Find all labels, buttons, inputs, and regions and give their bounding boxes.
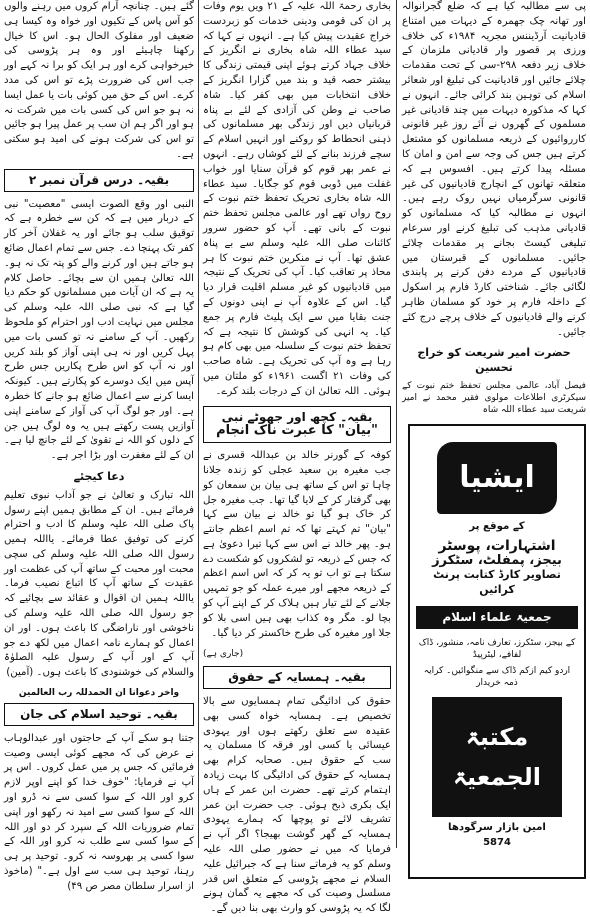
continued-note: (جاری ہے): [203, 649, 244, 660]
ad-line: کے موقع پر: [469, 520, 525, 532]
ad-logo: ایشیا: [437, 442, 557, 514]
column-divider: [396, 0, 397, 848]
section-heading: بقیہ۔ کچھ اور جھوٹے نبی: [221, 409, 373, 424]
article-text: کوفہ کے گورنر خالد بن عبداللہ قسری نے جب مغیرہ بن سعید عجلی کو زندہ جلانا چاہا تو اس کے ساتھ ہی بیان بن سمعان کو بھی گرفتار کر کے لایا گیا تھا۔ جب مغیرہ جل کر خاک ہو گیا تو خالد نے بیان سے کہا "بیان" تم کہتے تھا کہ تم اسم اعظم جانتے ہو۔ پھر خالد نے اس سے کہا تیرا دعویٰ ہے کہ جس کے ذریعہ تو لشکروں کو شکست دے سکتا ہے تو اب تو یہ کر کہ اس اسم اعظم کے ذریعہ مجھے اور میرے عملہ کو جو تمہیں جلانے کے لئے تیار ہیں ہلاک کر کے اپنے آپ کو بچا لو۔ مگر وہ کذاب بھی ہیں اسی بلا کو جلا اور مغیرہ کی طرح خاکستر کر دیا گیا۔: [203, 450, 391, 639]
ad-phone: 5874: [483, 836, 511, 848]
ad-line: اردو کیم ازکم ڈاک سے منگوائیں۔ کرایہ ذمہ خریدار: [423, 665, 571, 688]
ad-publisher-name: مکتبۃ الجمعیۃ: [432, 697, 562, 817]
middle-column: [203, 0, 391, 915]
tribute-heading: حضرت امیر شریعت کو خراج تحسین: [417, 346, 571, 375]
section-heading: بقیہ۔ ہمسایہ کے حقوق: [203, 666, 391, 689]
ad-line: کے بیجز، سٹکرز، تعارف نامہ، منشور، ڈاک لفافے، لیٹرپیڈ: [418, 637, 576, 660]
ad-line: بیجز، پمفلٹ، سٹکرز: [432, 552, 562, 568]
article-text: گئے ہیں۔ چنانچہ آرام کروں میں رہنے والوں کو آس پاس کے تکیوں اور خواہ وہ کیسا ہی ضعیف اور مفلوک الحال ہو۔ اس کا خیال رکھنا چاہیئے اور وہ ہر پڑوسی کی خیرخواہی کرے اور ہر ایک کو برا نہ کہے اور جب اس کی ضرورت پڑے تو اس کی مدد کرے۔ اس کے حق میں کوئی بات یا عمل ایسا نہ ہو جو اس کی کسی بات میں شرکت نہ ہو اور اگر ہم ان سب پر عمل پیرا ہو جائیں تو اس کی شرکت ہونے کی امید ہو سکتی ہے۔: [4, 1, 194, 160]
section-heading-box: [203, 406, 391, 444]
news-article-text: پی سے مطالبہ کیا ہے کہ ضلع گجرانوالہ اور تھانہ چک جھمرہ کے دیہات میں امتناع قادیانیت آرڈیننس مجریہ ۱۹۸۴ء کی خلاف ورزی پر قصور وار قادیانی ملزمان کے خلاف زیر دفعہ ۲۹۸-سی کے تحت مقدمات چلائے جائیں اور قادیانیت کی تبلیغ اور شعائر اسلام کی توہین بند کرائی جائے۔ انہوں نے کہا کہ مذکورہ دیہات میں چند قادیانی غیر مسلموں کے گھروں نے آئے روز غیر قانونی کارروائیوں کے ذریعہ مسلمانوں کو مشتعل کرتے ہیں جس کی وجہ سے امن و امان کا مسئلہ پیدا کرتے ہیں۔ افسوس ہے کہ متعلقہ تھانوں کے انچارج قادیانیوں کی غیر قانونی سرگرمیاں نہیں روک رہے ہیں۔ انہوں نے مطالبہ کیا کہ مسلمانوں کو قادیانی مذہب کی تبلیغ کرنے اور سرعام تبلیغی کیسٹ بجانے پر مقدمات چلائے جائیں۔ مسلمانوں کے قبرستان میں قادیانیوں کے مردے دفن کرنے پر پابندی لگائی جائے۔ شناختی کارڈ فارم پر اسکول کے داخلہ فارم پر خود کو مسلمان ظاہر کرنے والے قادیانیوں کے خلاف پرچے درج کئے جائیں۔: [402, 1, 586, 338]
ad-address: امین بازار سرگودھا: [448, 821, 546, 833]
column-divider: [198, 0, 199, 848]
article-text: حقوق کی ادائیگی تمام ہمسایوں سے بالا تخصیص ہے۔ ہمسایہ خواہ کسی بھی عقیدہ سے تعلق رکھتے ہوں اور یہودی عیسائی یا کسی اور فرقہ کا مسلمان یہ سب کے حقوق ہیں۔ صحابہ کرام بھی ہمسایہ کے حقوق کی ادائیگی کا بہت زیادہ اہتمام کرتے تھے۔ حضرت ابن عمر کے ہاں ایک بکری ذبح ہوئی۔ جب حضرت ابن عمر تشریف لائے تو پوچھا کہ ہمارے یہودی ہمسایہ کے گھر گوشت بھیجا؟ اگر آپ نے فرمایا کہ میں نے حضور صلی اللہ علیہ وسلم کو یہ فرماتے سنا ہے کہ جبرائیل علیہ السلام نے مجھے پڑوسی کے متعلق اس قدر مسلسل وصیت کی کہ مجھے یہ گمان ہونے لگا کہ یہ پڑوسی کو وارث بھی بنا دیں گے۔: [203, 696, 391, 915]
section-heading: بقیہ۔ درس قرآن نمبر ۲: [4, 169, 194, 192]
ad-banner: جمعیۃ علماء اسلام: [416, 606, 578, 629]
section-subheading: "بیان" کا عبرت ناک انجام: [216, 423, 378, 439]
closing-line: واخر دعوانا ان الحمدللہ رب العالمین: [18, 688, 180, 699]
ad-line: اشتہارات، پوسٹر: [438, 537, 556, 554]
article-text: النبی اور وقع الصوت ایسی "معصیت" نبی کے دربار میں ہے کہ کن سے خطرہ ہے کہ توقیق سلب ہو جائے اور یہ غفلان آخر کار کفر تک پہنچا دے۔ جس سے تمام اعمال ضائع ہو جاتے ہیں اور کرنے والے کو پتہ تک نہ ہو۔ اللہ تعالیٰ ہمیں ان سے بچائے۔ حاصل کلام یہ ہے کہ ان آیات میں مسلمانوں کو حکم دیا گیا ہے کہ نبی صلی اللہ علیہ وسلم کی مجلس میں نہایت ادب اور احترام کو ملحوظ رکھیں۔ آپ کے سامنے نہ تو کسی بات میں پہل کریں اور نہ ہی اپنی آواز کو بلند کریں اور نہ آپ کو اس طرح پکاریں جس طرح آپس میں ایک دوسرے کو پکارتے ہیں۔ کیونکہ ایسا کرنے سے اعمال ضائع ہو جانے کا خطرہ ہے۔ اور جو لوگ آپ کی آواز کے سامنے اپنی آوازیں پست رکھتے ہیں یہ وہ لوگ ہیں جن کے دلوں کو اللہ نے تقویٰ کے لئے جانچ لیا ہے۔ ان کے لئے مغفرت اور بڑا اجر ہے۔: [4, 198, 194, 462]
right-column: [402, 0, 586, 848]
tribute-text: فیصل آباد، عالمی مجلس تحفظ ختم نبوت کے سیکرٹری اطلاعات مولوی فقیر محمد نے امیر شریعت سید عطاء اللہ شاہ: [402, 380, 586, 415]
left-column: [4, 0, 194, 892]
ad-line: تصاویر کارڈ کتابت پرنٹ کرائیں: [433, 568, 561, 597]
section-heading: بقیہ۔ توحید اسلام کی جان: [4, 703, 194, 726]
dua-heading: دعا کیجئے: [73, 469, 125, 483]
article-text: بخاری رحمۃ اللہ علیہ کے ۲۱ ویں یوم وفات پر ان کی قومی ودینی خدمات کو زبردست خراج عقیدت پیش کیا ہے۔ انہوں نے کہا کہ سید عطاء اللہ شاہ بخاری نے انگریز کے خلاف جہاد کرتے ہوئے اپنی قیمتی زندگی کا بیشتر حصہ قید و بند میں گزارا انگریز کے خلاف انتخابات میں بھی کفر کیا۔ شاہ صاحب نے وطن کی آزادی کے لئے بے پناہ قربانیاں دیں اور زندگی بھر مسلمانوں کی ذہنی انحطاط کو روکنے اور انہیں اسلام کے سچے فرزند بنانے کے لئے کوشاں رہے۔ انہوں نے عمر بھر قوم کو قرآن سنایا اور خواب غفلت میں ڈوبی قوم کو جگایا۔ سید عطاء اللہ شاہ بخاری تحریک تحفظ ختم نبوت کے روح رواں تھے اور عالمی مجلس تحفظ ختم نبوت کے بانی تھے۔ آپ کو حضور سرور کائنات صلی اللہ علیہ وسلم سے بے پناہ عشق تھا۔ آپ نے منکرین ختم نبوت کا ہر محاذ پر تعاقب کیا۔ آپ کی تحریک کے نتیجہ میں قادیانیوں کو غیر مسلم اقلیت قرار دیا گیا۔ اس کے علاوہ آپ نے اپنی دونوں کے جنت بقایا میں سے ایک پلیٹ فارم پر جمع کیا۔ یہ انہی کی کوشش کا نتیجہ ہے کہ تحفظ ختم نبوت کے سلسلہ میں بھی کام ہو رہا ہے وہ آپ کی تحریک ہے۔ شاہ صاحب کی وفات ۲۱ اگست ۱۹۶۱ء کو ملتان میں ہوئی۔ اللہ تعالیٰ ان کے درجات بلند کرے۔: [203, 1, 391, 397]
advertisement: [408, 424, 586, 879]
dua-text: اللہ تبارک و تعالیٰ نے جو آداب نبوی تعلیم فرمائے ہیں۔ ان کے مطابق ہمیں اپنے رسول پاک صلی اللہ علیہ وسلم کا ادب و احترام کرنے کی توفیق عطا فرمائے۔ یااللہ ہمیں رسول اللہ صلی اللہ علیہ وسلم کی سچی محبت اور محبت کے ساتھ آپ کی عظمت اور عقیدت کے ساتھ آپ کا اتباع نصیب فرما۔ یااللہ ہمیں ان اقوال و عقائد سے بچائیے کہ جو رسول اللہ صلی اللہ علیہ وسلم کی ناخوشی اور ناراضگی کا باعث ہوں۔ اور ان اعمال کو ہمارے نامہ اعمال میں لکھ دے جو آپ کے اور آپ کے رسول علیہ الصلوٰۃ والسلام کی خوشنودی کا باعث ہوں۔ (آمین): [4, 489, 194, 679]
article-text: جتنا ہو سکے آپ کے حاجتوں اور عبدالوہاب نے عرض کی کہ مجھے کوئی ایسی وصیت فرمائیں کہ جس پر میں عمل کروں۔ اس پر آپ نے فرمایا: "خوف خدا کو اپنے اوپر لازم کرو اور اللہ کے سوا کسی سے نہ ڈرو اور اللہ کے سوا کسی سے امید نہ رکھو اور اپنی تمام ضروریات اللہ کے سپرد کر دو اور اللہ کے سوا کسی سے طلب نہ کرو اور اللہ کے سوا کسی پر بھروسہ نہ کرو۔ توحید پر ہی رہنا، توحید ہی سب سے اول ہے۔" (ماخوذ از اسرار سلطان مصر ص ۴۹): [4, 732, 194, 892]
